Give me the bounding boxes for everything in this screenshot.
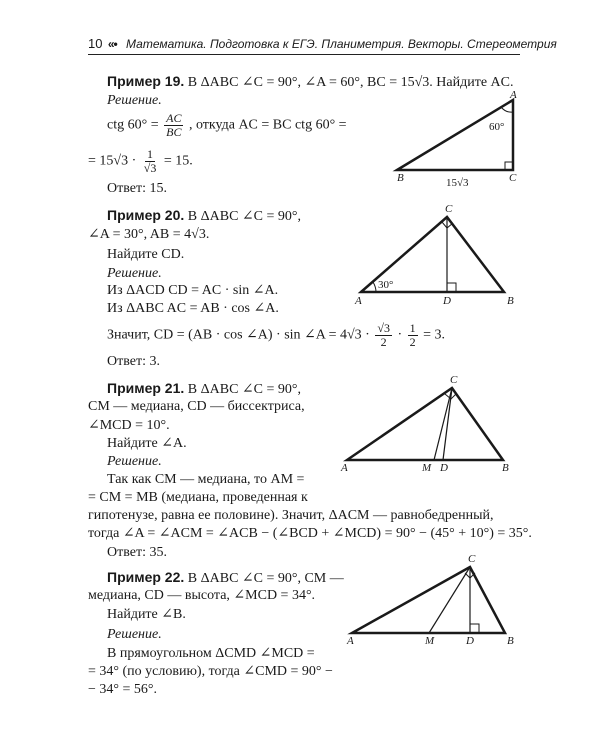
ex19-frac2-den: √3 xyxy=(143,161,157,175)
fig22-triangle xyxy=(352,567,505,633)
ex20-line3-left: Значит, CD = (AB · cos ∠A) · sin ∠A = 4√3 · xyxy=(107,327,370,343)
figure-22 xyxy=(346,553,514,647)
fig22-label-c: C xyxy=(468,553,476,565)
example-22-statement-2: медиана, CD — высота, ∠MCD = 34°. xyxy=(88,588,316,603)
fig20-label-a: A xyxy=(355,295,362,307)
example-20-answer: Ответ: 3. xyxy=(107,354,160,369)
example-22-step-1: В прямоугольном ΔCMD ∠MCD = xyxy=(107,646,315,661)
example-21-step-3: гипотенузе, равна ее половине). Значит, ΔACM — равнобедренный, xyxy=(88,508,494,523)
ex19-line1-right: , откуда AC = BC ctg 60° = xyxy=(188,117,347,133)
ex19-frac1-num: AC xyxy=(166,111,182,125)
example-20-statement-2: ∠A = 30°, AB = 4√3. xyxy=(88,227,210,242)
example-21-solution-label: Решение. xyxy=(107,454,162,469)
fig21-label-d: D xyxy=(440,462,448,474)
example-20-solution-label: Решение. xyxy=(107,266,162,281)
example-20-task: Найдите CD. xyxy=(107,247,185,262)
example-21-step-4: тогда ∠A = ∠ACM = ∠ACB − (∠BCD + ∠MCD) = 90° − (45° + 10°) = 35°. xyxy=(88,526,532,541)
fig22-right-angle-d xyxy=(470,624,479,633)
fig20-angle-arc xyxy=(373,282,376,292)
fig22-label-m: M xyxy=(425,635,435,647)
ex19-line2-left: = 15√3 · xyxy=(88,153,137,169)
fig19-label-a: A xyxy=(510,89,517,101)
fig22-label-b: B xyxy=(507,635,514,647)
ex20-frac1-num: √3 xyxy=(377,321,390,335)
fig21-triangle xyxy=(347,388,503,460)
example-21-step-2: = CM = MB (медиана, проведенная к xyxy=(88,490,308,505)
example-22-title: Пример 22. xyxy=(107,569,185,585)
example-21-title: Пример 21. xyxy=(107,380,185,396)
ex20-line3-right: = 3. xyxy=(423,327,446,343)
example-21-statement-1: В ΔABC ∠C = 90°, xyxy=(187,382,301,397)
page-number: 10 xyxy=(88,36,103,51)
fig20-angle-label: 30° xyxy=(378,279,394,291)
ex19-line2-right: = 15. xyxy=(163,153,193,169)
figure-21 xyxy=(340,374,509,474)
example-20-step-1: Из ΔACD CD = AC · sin ∠A. xyxy=(107,283,279,298)
figure-19 xyxy=(397,89,517,189)
ex20-frac2-den: 2 xyxy=(409,335,416,349)
fig19-side-label: 15√3 xyxy=(446,177,469,189)
fig19-angle-arc xyxy=(501,107,513,112)
example-21-step-1: Так как CM — медиана, то AM = xyxy=(107,472,305,487)
fig21-label-b: B xyxy=(502,462,509,474)
fig19-label-c: C xyxy=(509,172,517,184)
ex20-line3-mid: · xyxy=(397,327,403,343)
example-22-step-2: = 34° (по условию), тогда ∠CMD = 90° − xyxy=(88,664,333,679)
ex20-frac1-den: 2 xyxy=(380,335,387,349)
fig20-right-angle-d xyxy=(447,283,456,292)
fig21-label-a: A xyxy=(341,462,348,474)
figure-20 xyxy=(354,203,514,307)
fig20-label-b: B xyxy=(507,295,514,307)
ex20-frac2-num: 1 xyxy=(409,321,416,335)
fig22-label-a: A xyxy=(347,635,354,647)
example-22-statement-1: В ΔABC ∠C = 90°, CM — xyxy=(187,571,344,586)
example-21-statement-3: ∠MCD = 10°. xyxy=(88,418,170,433)
example-21-answer: Ответ: 35. xyxy=(107,545,167,560)
fig19-angle-label: 60° xyxy=(489,121,505,133)
example-19-statement: В ΔABC ∠C = 90°, ∠A = 60°, BC = 15√3. Найдите AC. xyxy=(187,75,514,90)
example-20-title: Пример 20. xyxy=(107,207,185,223)
fig22-median-cm xyxy=(429,567,470,633)
fig19-triangle xyxy=(397,100,513,170)
example-19-title: Пример 19. xyxy=(107,73,185,89)
fig20-label-d: D xyxy=(443,295,451,307)
fig20-label-c: C xyxy=(445,203,453,215)
fig21-label-c: C xyxy=(450,374,458,386)
fig21-label-m: M xyxy=(422,462,432,474)
header-marks: «• xyxy=(107,37,117,51)
example-19-solution-label: Решение. xyxy=(107,93,162,108)
example-22-task: Найдите ∠B. xyxy=(107,607,186,622)
fig19-label-b: B xyxy=(397,172,404,184)
example-20-statement-1: В ΔABC ∠C = 90°, xyxy=(187,209,301,224)
example-21-task: Найдите ∠A. xyxy=(107,436,187,451)
book-title: Математика. Подготовка к ЕГЭ. Планиметрия. Векторы. Стереометрия xyxy=(126,37,557,51)
example-20-step-2: Из ΔABC AC = AB · cos ∠A. xyxy=(107,301,279,316)
ex19-frac2-num: 1 xyxy=(147,147,154,161)
ex19-line1-left: ctg 60° = xyxy=(107,117,159,133)
fig22-label-d: D xyxy=(466,635,474,647)
example-19-answer: Ответ: 15. xyxy=(107,181,167,196)
example-21-statement-2: CM — медиана, CD — биссектриса, xyxy=(88,399,305,414)
example-22-solution-label: Решение. xyxy=(107,627,162,642)
ex19-frac1-den: BC xyxy=(166,125,182,139)
example-22-step-3: − 34° = 56°. xyxy=(88,682,157,697)
